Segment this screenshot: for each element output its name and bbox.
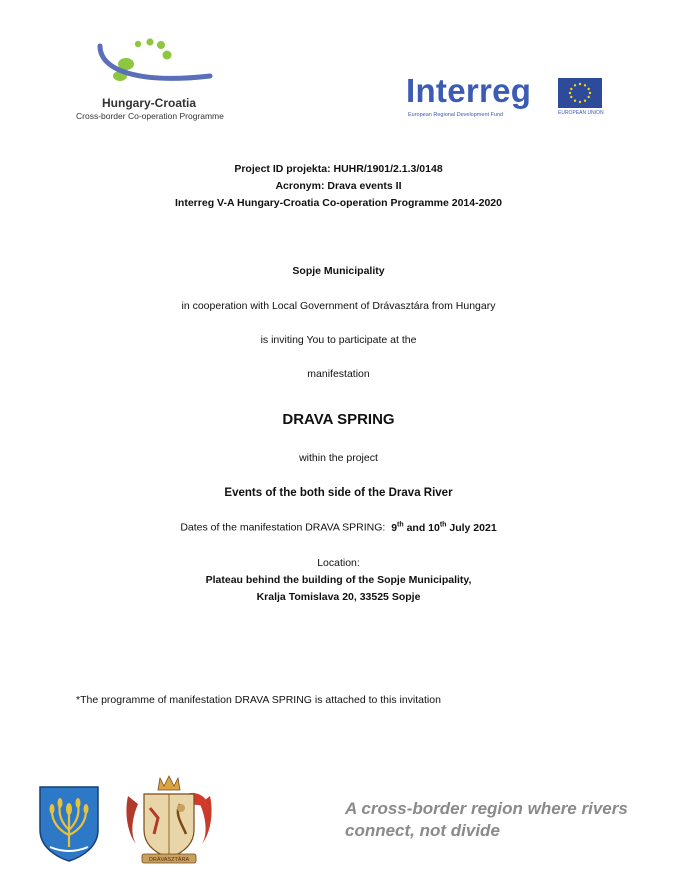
slogan-line-2: connect, not divide [345, 821, 500, 840]
event-title: DRAVA SPRING [282, 411, 395, 428]
slogan [345, 798, 628, 842]
date-1-suffix: th [397, 521, 404, 528]
project-id: Project ID projekta: HUHR/1901/2.1.3/0148 [234, 163, 443, 175]
manifestation-line: manifestation [307, 368, 370, 380]
hungary-croatia-logo [70, 36, 240, 126]
project-name: Events of the both side of the Drava River [224, 487, 453, 499]
date-and: and 10 [406, 521, 440, 534]
cooperation-line: in cooperation with Local Government of Drávasztára from Hungary [181, 300, 496, 312]
hungary-croatia-emblem-icon [70, 36, 240, 96]
dates-line [0, 521, 677, 534]
eu-flag-icon [558, 78, 602, 108]
location-line-2: Kralja Tomislava 20, 33525 Sopje [256, 591, 421, 603]
programme-note: *The programme of manifestation DRAVA SPRING is attached to this invitation [76, 694, 441, 706]
sopje-coat-of-arms-icon [38, 785, 100, 863]
slogan-line-1: A cross-border region where rivers [345, 799, 628, 818]
location-label: Location: [317, 557, 360, 569]
coat-of-arms-banner: DRÁVASZTÁRA [148, 857, 190, 863]
hc-logo-title: Hungary-Croatia [102, 96, 197, 110]
date-2-suffix: th [439, 521, 447, 528]
interreg-subtitle: European Regional Development Fund [408, 112, 504, 118]
organizer: Sopje Municipality [292, 265, 385, 277]
hc-logo-subtitle: Cross-border Co-operation Programme [76, 111, 224, 121]
project-acronym: Acronym: Drava events II [275, 180, 402, 192]
dravasztara-coat-of-arms-icon [124, 774, 214, 866]
inviting-line: is inviting You to participate at the [260, 334, 417, 346]
interreg-logo [406, 72, 606, 126]
date-1: 9 [391, 521, 398, 534]
date-month-year: July 2021 [449, 521, 497, 534]
eu-label: EUROPEAN UNION [558, 110, 604, 116]
dates-prefix: Dates of the manifestation DRAVA SPRING: [180, 521, 386, 534]
programme-name: Interreg V-A Hungary-Croatia Co-operation Programme 2014-2020 [175, 197, 502, 209]
within-project-line: within the project [299, 452, 378, 464]
location-line-1: Plateau behind the building of the Sopje Municipality, [205, 574, 472, 586]
interreg-wordmark: Interreg [406, 72, 532, 109]
